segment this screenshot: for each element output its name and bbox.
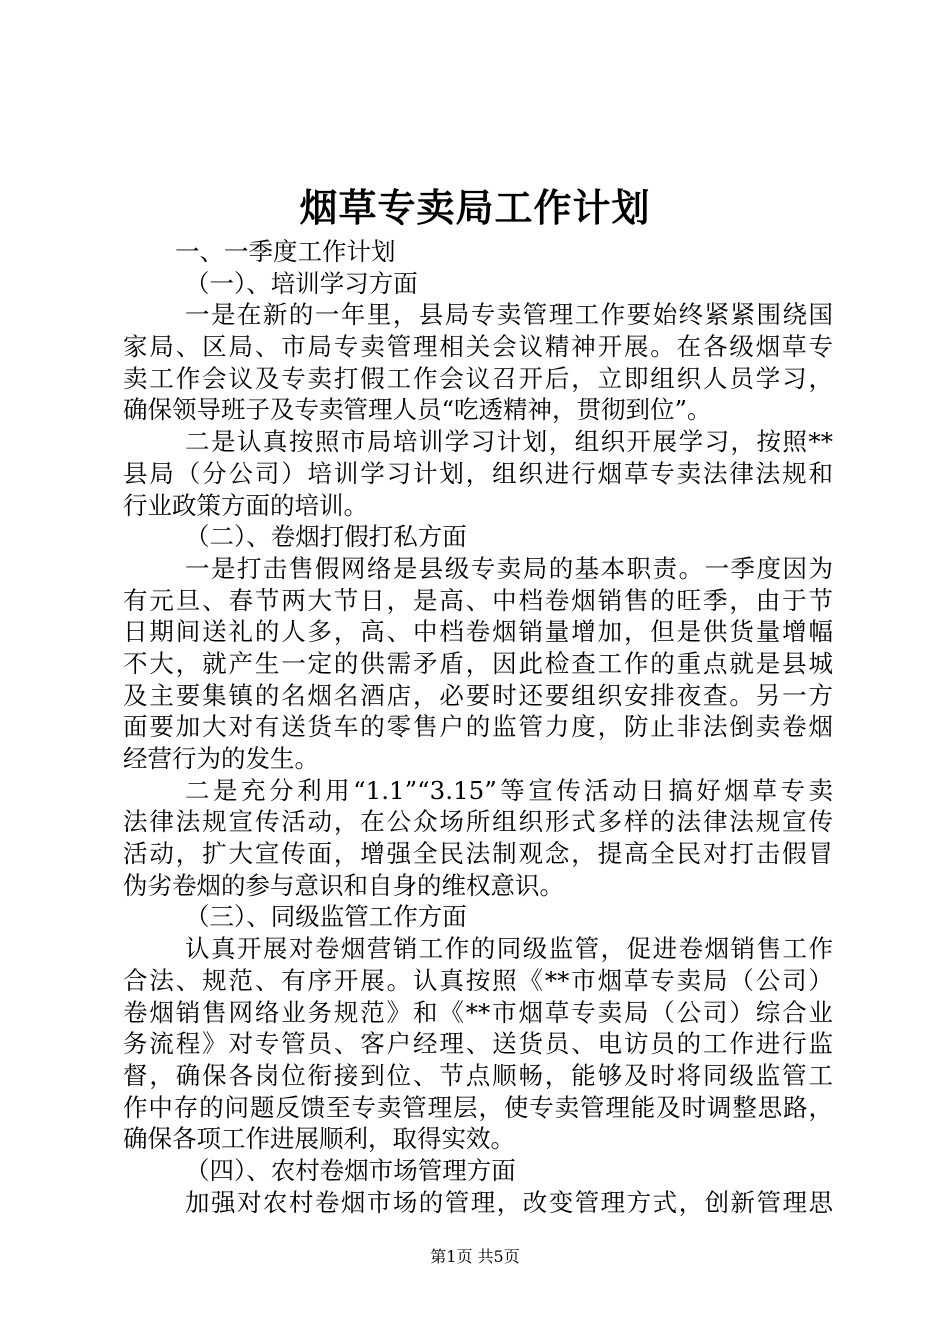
body-line: 法律法规宣传活动，在公众场所组织形式多样的法律法规宣传	[123, 807, 833, 837]
document-body	[123, 236, 833, 1218]
body-line: 督，确保各岗位衔接到位、节点顺畅，能够及时将同级监管工	[123, 1060, 833, 1090]
subsection-heading: （三）、同级监管工作方面	[185, 902, 467, 932]
body-line: 伪劣卷烟的参与意识和自身的维权意识。	[123, 870, 564, 900]
body-line: 行业政策方面的培训。	[123, 490, 368, 520]
body-line: 活动，扩大宣传面，增强全民法制观念，提高全民对打击假冒	[123, 839, 833, 869]
body-line: 面要加大对有送货车的零售户的监管力度，防止非法倒卖卷烟	[123, 712, 833, 742]
paragraph-first-line: 一是打击售假网络是县级专卖局的基本职责。一季度因为	[185, 553, 833, 583]
page-footer: 第1页 共5页	[430, 1247, 520, 1266]
body-line: 确保领导班子及专卖管理人员“吃透精神，贯彻到位”。	[123, 395, 712, 425]
body-line: 合法、规范、有序开展。认真按照《**市烟草专卖局（公司）	[123, 965, 833, 995]
section-heading: 一、一季度工作计划	[175, 237, 396, 266]
paragraph-first-line: 二是认真按照市局培训学习计划，组织开展学习，按照**	[185, 427, 833, 457]
body-line: 确保各项工作进展顺利，取得实效。	[123, 1124, 515, 1154]
body-line: 不大，就产生一定的供需矛盾，因此检查工作的重点就是县城	[123, 648, 833, 678]
body-line: 作中存的问题反馈至专卖管理层，使专卖管理能及时调整思路，	[123, 1092, 833, 1122]
body-line: 家局、区局、市局专卖管理相关会议精神开展。在各级烟草专	[123, 332, 833, 362]
body-line: 有元旦、春节两大节日，是高、中档卷烟销售的旺季，由于节	[123, 585, 833, 615]
paragraph-first-line: 加强对农村卷烟市场的管理，改变管理方式，创新管理思	[185, 1187, 833, 1217]
document-title: 烟草专卖局工作计划	[299, 185, 651, 230]
paragraph-first-line: 认真开展对卷烟营销工作的同级监管，促进卷烟销售工作	[185, 934, 833, 964]
paragraph-first-line: 二是充分利用“1.1”“3.15”等宣传活动日搞好烟草专卖	[185, 775, 833, 805]
paragraph-first-line: 一是在新的一年里，县局专卖管理工作要始终紧紧围绕国	[185, 300, 833, 330]
body-line: 务流程》对专管员、客户经理、送货员、电访员的工作进行监	[123, 1029, 833, 1059]
body-line: 卷烟销售网络业务规范》和《**市烟草专卖局（公司）综合业	[123, 997, 833, 1027]
subsection-heading: （二）、卷烟打假打私方面	[185, 522, 467, 552]
subsection-heading: （一）、培训学习方面	[185, 268, 418, 298]
subsection-heading: （四）、农村卷烟市场管理方面	[185, 1155, 516, 1185]
body-line: 县局（分公司）培训学习计划，组织进行烟草专卖法律法规和	[123, 458, 833, 488]
body-line: 及主要集镇的名烟名酒店，必要时还要组织安排夜查。另一方	[123, 680, 833, 710]
body-line: 经营行为的发生。	[123, 744, 319, 773]
body-line: 卖工作会议及专卖打假工作会议召开后，立即组织人员学习，	[123, 363, 833, 393]
body-line: 日期间送礼的人多，高、中档卷烟销量增加，但是供货量增幅	[123, 617, 833, 647]
